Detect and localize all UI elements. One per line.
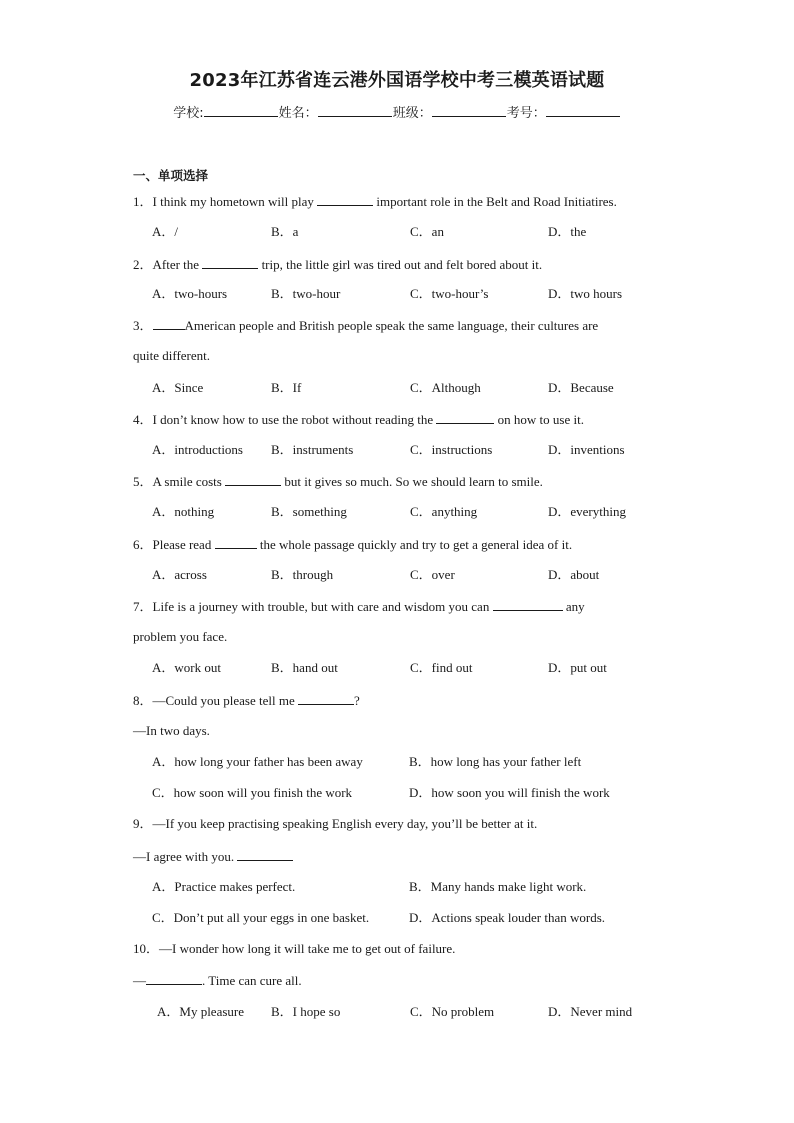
- school-label: 学校:: [173, 106, 204, 121]
- section-title: 一、单项选择: [133, 168, 209, 183]
- option-b[interactable]: B．through: [271, 567, 334, 582]
- option-a[interactable]: A．Since: [152, 380, 204, 395]
- question-1: 1．I think my hometown will play important role in the Belt and Road Initiatires.: [133, 194, 617, 209]
- option-c[interactable]: C．Don’t put all your eggs in one basket.: [152, 910, 370, 925]
- question-8: 8．—Could you please tell me ?: [133, 693, 360, 708]
- question-9-continued: —I agree with you.: [133, 848, 293, 865]
- answer-blank[interactable]: [237, 848, 293, 861]
- option-c[interactable]: C．instructions: [410, 442, 493, 457]
- option-d[interactable]: D．Never mind: [548, 1004, 633, 1019]
- option-a[interactable]: A．Practice makes perfect.: [152, 879, 296, 894]
- answer-blank[interactable]: [153, 317, 185, 330]
- option-d[interactable]: D．inventions: [548, 442, 625, 457]
- option-d[interactable]: D．about: [548, 567, 600, 582]
- option-d[interactable]: D．Actions speak louder than words.: [409, 910, 606, 925]
- option-c[interactable]: C．anything: [410, 504, 478, 519]
- class-field[interactable]: [432, 104, 506, 117]
- option-a[interactable]: A．how long your father has been away: [152, 754, 363, 769]
- question-10: 10．—I wonder how long it will take me to get out of failure.: [133, 941, 456, 956]
- option-d[interactable]: D．everything: [548, 504, 626, 519]
- id-label: 考号：: [506, 106, 546, 121]
- answer-blank[interactable]: [436, 411, 494, 424]
- option-c[interactable]: C．Although: [410, 380, 481, 395]
- answer-blank[interactable]: [317, 193, 373, 206]
- option-b[interactable]: B．two-hour: [271, 286, 341, 301]
- answer-blank[interactable]: [298, 692, 354, 705]
- option-a[interactable]: A．work out: [152, 660, 221, 675]
- option-d[interactable]: D．how soon you will finish the work: [409, 785, 610, 800]
- student-info-row: [0, 102, 794, 121]
- option-b[interactable]: B．Many hands make light work.: [409, 879, 587, 894]
- question-7-continued: problem you face.: [133, 629, 228, 644]
- option-b[interactable]: B．I hope so: [271, 1004, 341, 1019]
- option-d[interactable]: D．two hours: [548, 286, 623, 301]
- question-8-continued: —In two days.: [133, 723, 210, 738]
- answer-blank[interactable]: [215, 536, 257, 549]
- question-7: 7．Life is a journey with trouble, but with care and wisdom you can any: [133, 599, 585, 614]
- option-c[interactable]: C．No problem: [410, 1004, 495, 1019]
- option-b[interactable]: B．hand out: [271, 660, 338, 675]
- name-label: 姓名：: [278, 106, 318, 121]
- option-b[interactable]: B．a: [271, 224, 299, 239]
- question-10-continued: — . Time can cure all.: [133, 973, 302, 988]
- id-field[interactable]: [546, 104, 620, 117]
- option-c[interactable]: C．an: [410, 224, 444, 239]
- option-c[interactable]: C．find out: [410, 660, 473, 675]
- name-field[interactable]: [318, 104, 392, 117]
- question-3-continued: quite different.: [133, 348, 211, 363]
- answer-blank[interactable]: [146, 972, 202, 985]
- class-label: 班级：: [392, 106, 432, 121]
- option-b[interactable]: B．If: [271, 380, 302, 395]
- school-field[interactable]: [204, 104, 278, 117]
- question-4: 4．I don’t know how to use the robot without reading the on how to use it.: [133, 412, 584, 427]
- answer-blank[interactable]: [225, 473, 281, 486]
- option-b[interactable]: B．how long has your father left: [409, 754, 582, 769]
- option-a[interactable]: A．introductions: [152, 442, 243, 457]
- option-a[interactable]: A．two-hours: [152, 286, 228, 301]
- option-c[interactable]: C．how soon will you finish the work: [152, 785, 353, 800]
- option-d[interactable]: D．put out: [548, 660, 607, 675]
- option-b[interactable]: B．instruments: [271, 442, 354, 457]
- question-2: 2．After the trip, the little girl was tired out and felt bored about it.: [133, 257, 543, 272]
- question-3: 3． American people and British people speak the same language, their cultures are: [133, 318, 599, 333]
- option-a[interactable]: A．nothing: [152, 504, 215, 519]
- option-b[interactable]: B．something: [271, 504, 347, 519]
- answer-blank[interactable]: [202, 256, 258, 269]
- question-5: 5．A smile costs but it gives so much. So we should learn to smile.: [133, 474, 543, 489]
- option-a[interactable]: A．/: [152, 224, 179, 239]
- option-d[interactable]: D．Because: [548, 380, 614, 395]
- option-c[interactable]: C．two-hour’s: [410, 286, 489, 301]
- option-a[interactable]: A．My pleasure: [157, 1004, 245, 1019]
- question-9: 9．—If you keep practising speaking English every day, you’ll be better at it.: [133, 816, 538, 831]
- answer-blank[interactable]: [493, 598, 563, 611]
- page-title: 2023年江苏省连云港外国语学校中考三模英语试题: [189, 70, 605, 91]
- question-6: 6．Please read the whole passage quickly and try to get a general idea of it.: [133, 537, 573, 552]
- option-d[interactable]: D．the: [548, 224, 587, 239]
- option-c[interactable]: C．over: [410, 567, 455, 582]
- option-a[interactable]: A．across: [152, 567, 207, 582]
